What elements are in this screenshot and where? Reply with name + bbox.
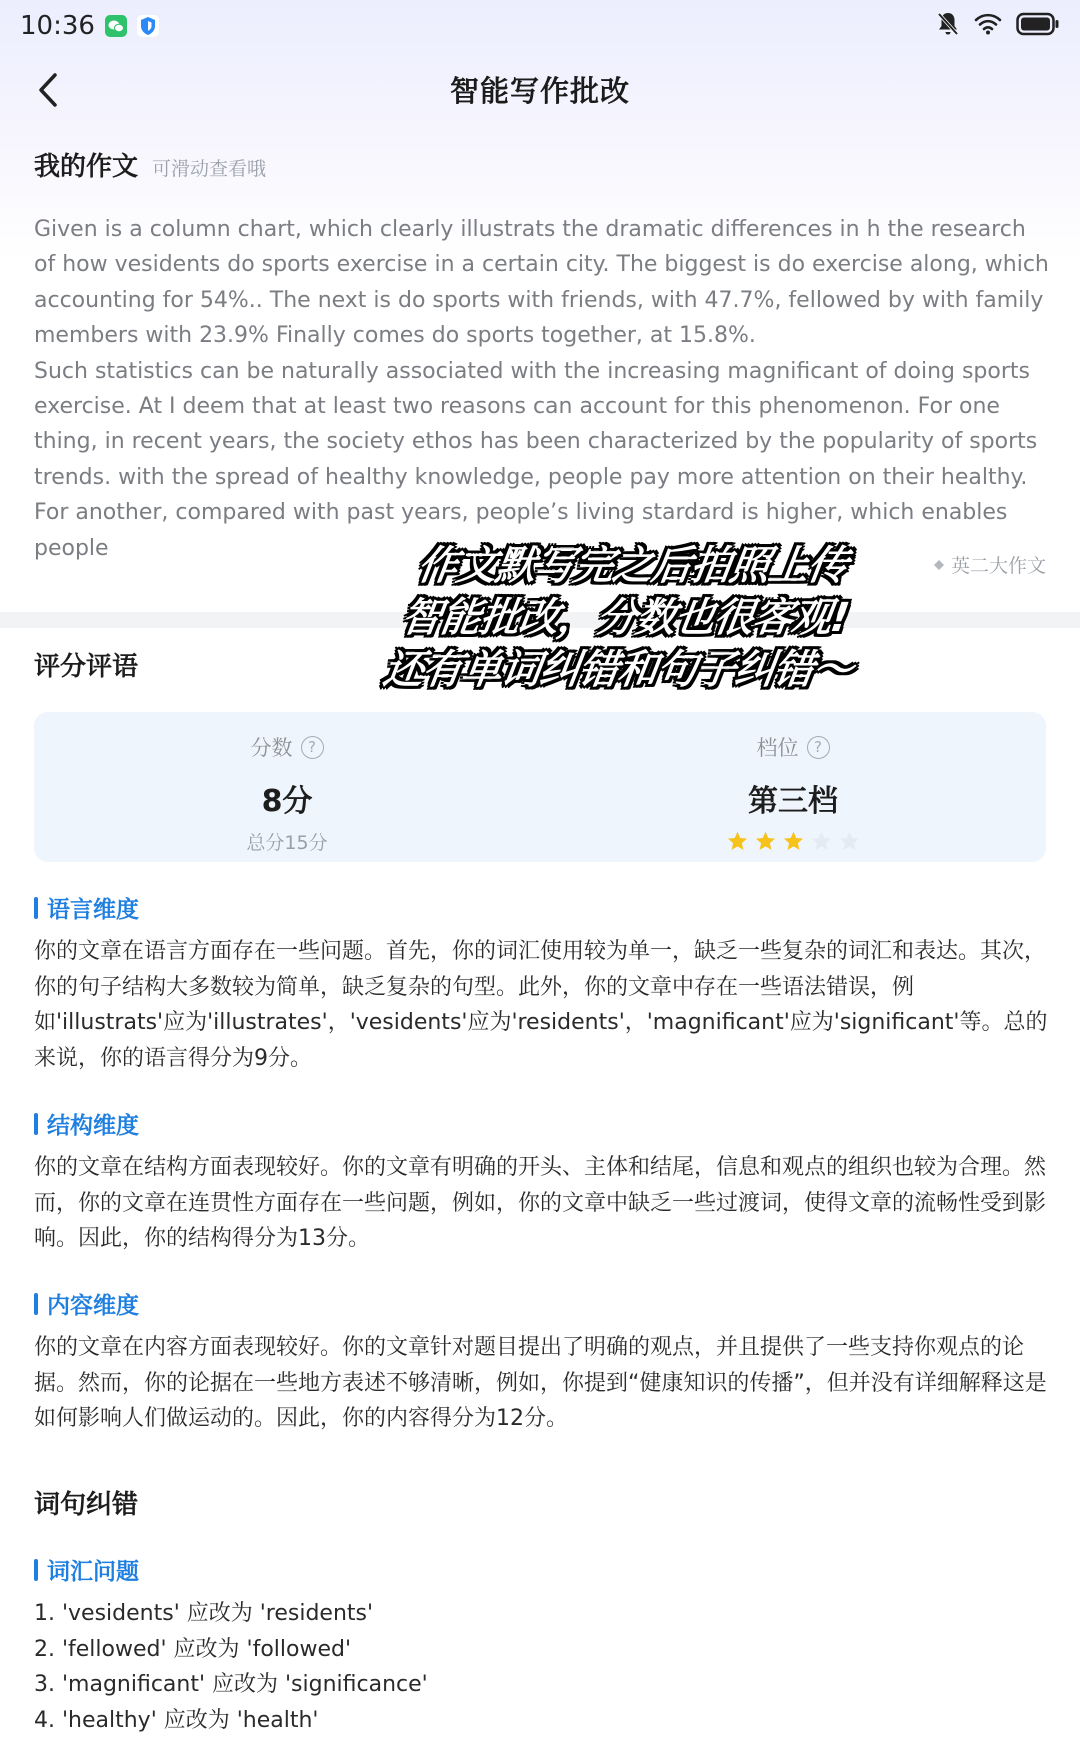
accent-bar: [34, 1559, 38, 1581]
list-item: 4. 'healthy' 应改为 'health': [34, 1707, 319, 1733]
star-filled-icon: [754, 830, 777, 853]
rating-header: [34, 646, 138, 683]
star-filled-icon: [782, 830, 805, 853]
rating-heading: 评分评语: [34, 652, 139, 682]
help-icon[interactable]: ?: [807, 736, 830, 759]
score-card: [34, 712, 1046, 862]
star-filled-icon: [726, 830, 749, 853]
accent-bar: [34, 897, 38, 919]
star-empty-icon: [838, 830, 861, 853]
navigation-bar: [0, 52, 1080, 126]
chevron-left-icon: [36, 72, 60, 108]
list-item: 1. 'vesidents' 应改为 'residents': [34, 1601, 374, 1626]
essay-paragraph: Such statistics can be naturally associated with the increasing magnificant of doing sports exercise. At I deem that at least two reasons can account for this phenomenon. For one thing, in recent years, the society ethos has been characterized by the popularity of sports trends. with the spread of healthy knowledge, people pay more attention on their healthy. For another, compared with past years, people’s living stardard is higher, which enables people: [34, 358, 1038, 561]
essay-type-label: 英二大作文: [950, 555, 1046, 577]
star-empty-icon: [810, 830, 833, 853]
page-title: 智能写作批改: [449, 73, 630, 108]
status-left: [20, 11, 159, 41]
battery-icon: [1016, 12, 1060, 40]
star-rating: [726, 830, 861, 853]
corrections-header: [34, 1484, 138, 1521]
level-label: 档位: [756, 736, 799, 760]
help-icon[interactable]: ?: [301, 736, 324, 759]
score-total: 总分15分: [246, 832, 328, 854]
dimension-title: 语言维度: [47, 897, 139, 923]
list-item: 2. 'fellowed' 应改为 'followed': [34, 1636, 352, 1662]
back-button[interactable]: [20, 62, 76, 118]
caption-line: 作文默写完之后拍照上传: [414, 543, 851, 589]
status-right: [936, 11, 1060, 41]
bell-muted-icon: [936, 11, 960, 41]
essay-type-tag: [933, 551, 1046, 578]
essay-heading: 我的作文: [34, 152, 139, 182]
content-dimension-text: 你的文章在内容方面表现较好。你的文章针对题目提出了明确的观点，并且提供了一些支持你观点的论据。然而，你的论据在一些地方表述不够清晰，例如，你提到“健康知识的传播”，但并没有详细解释这是如何影响人们做运动的。因此，你的内容得分为12分。: [34, 1335, 1047, 1432]
language-dimension-text: 你的文章在语言方面存在一些问题。首先，你的词汇使用较为单一，缺乏一些复杂的词汇和表达。其次，你的句子结构大多数较为简单，缺乏复杂的句型。此外，你的文章中存在一些语法错误，例如'illustrats'应为'illustrates'，'vesidents'应为'residents'，'magnificant'应为'significant'等。总的来说，你的语言得分为9分。: [34, 939, 1048, 1071]
overlay-caption: [344, 540, 906, 696]
accent-bar: [34, 1113, 38, 1135]
essay-text-scroll[interactable]: [34, 212, 1049, 561]
language-dimension-header: [34, 891, 139, 924]
score-column: [34, 712, 540, 862]
score-label: 分数: [250, 736, 293, 760]
essay-header: [34, 146, 266, 183]
level-column: [540, 712, 1046, 862]
vocab-corrections-list: [34, 1596, 1034, 1738]
level-label-row: [757, 732, 830, 762]
structure-dimension-header: [34, 1107, 139, 1140]
accent-bar: [34, 1293, 38, 1315]
structure-dimension-text: 你的文章在结构方面表现较好。你的文章有明确的开头、主体和结尾，信息和观点的组织也较为合理。然而，你的文章在连贯性方面存在一些问题，例如，你的文章中缺乏一些过渡词，使得文章的流畅性受到影响。因此，你的结构得分为13分。: [34, 1155, 1047, 1252]
essay-paragraph: Given is a column chart, which clearly illustrats the dramatic differences in h the research of how vesidents do sports exercise in a certain city. The biggest is do exercise along, which accounting for 54%.. The next is do sports with friends, with 47.7%, fellowed by with family members with 23.9% Finally comes do sports together, at 15.8%.: [34, 217, 1049, 349]
level-value: 第三档: [748, 784, 838, 819]
status-bar: [0, 0, 1080, 52]
wechat-icon: [105, 15, 127, 37]
dimension-title: 结构维度: [47, 1113, 139, 1139]
caption-line: 智能批改，分数也很客观!: [398, 595, 852, 641]
diamond-icon: [933, 559, 945, 571]
score-value: 8分: [261, 784, 313, 819]
corrections-heading: 词句纠错: [34, 1490, 139, 1520]
wifi-icon: [974, 13, 1002, 39]
content-dimension-header: [34, 1287, 139, 1320]
caption-line: 还有单词纠错和句子纠错～: [380, 647, 855, 693]
shield-icon: [137, 15, 159, 37]
status-time: 10:36: [20, 11, 95, 41]
vocab-issues-title: 词汇问题: [47, 1559, 139, 1585]
dimension-title: 内容维度: [47, 1293, 139, 1319]
vocab-issues-header: [34, 1553, 139, 1586]
score-label-row: [251, 732, 324, 762]
list-item: 3. 'magnificant' 应改为 'significance': [34, 1672, 428, 1698]
essay-scroll-hint: 可滑动查看哦: [152, 158, 267, 180]
